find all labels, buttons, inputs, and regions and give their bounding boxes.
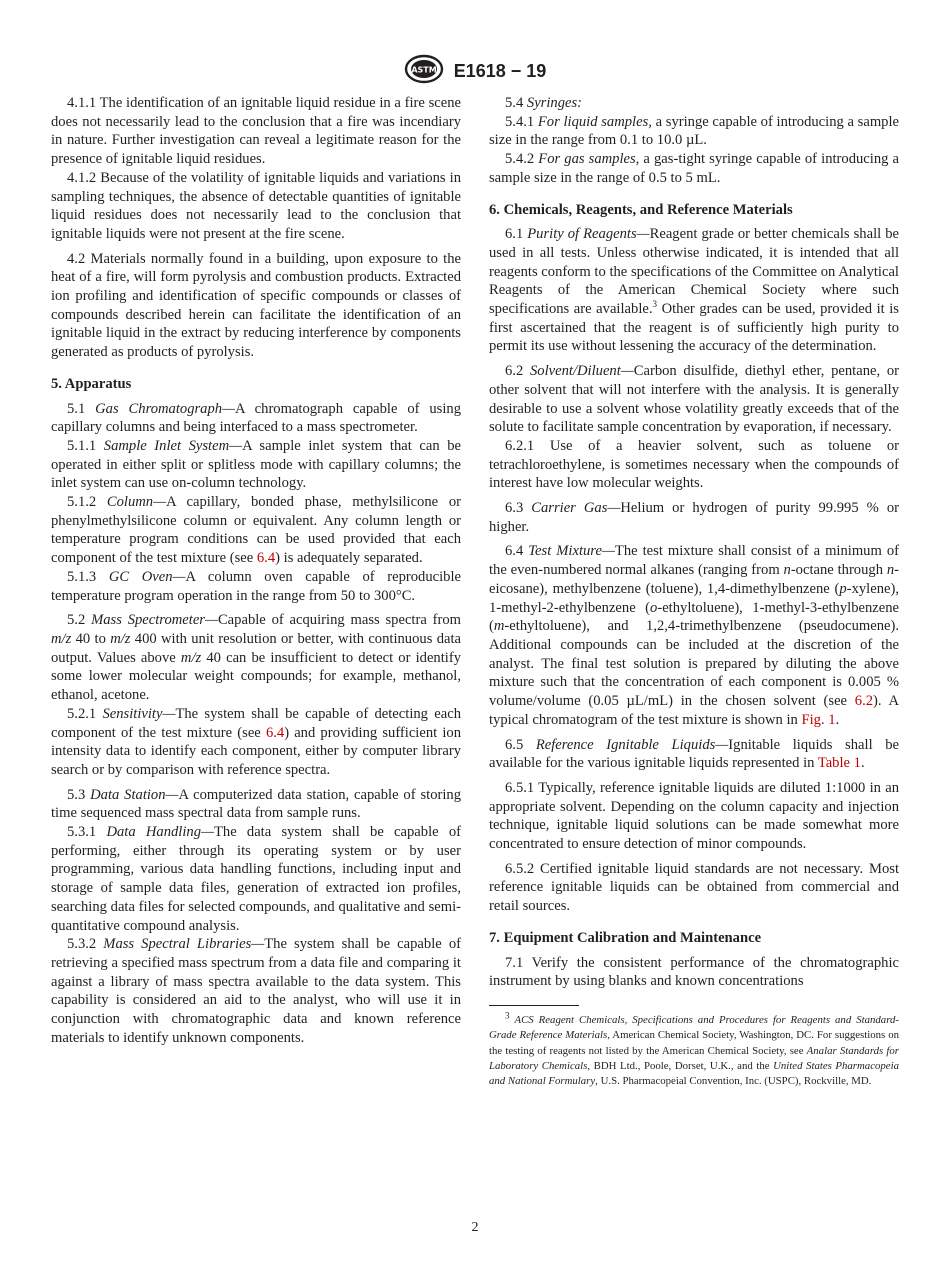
para-5-1-3: 5.1.3 GC Oven—A column oven capable of reproducible temperature program operation in the range from 50 to 300°C. bbox=[51, 568, 461, 604]
para-5-3-2: 5.3.2 Mass Spectral Libraries—The system shall be capable of retrieving a specified mass spectrum from a data file and comparing it against a library of mass spectra available to the data system. This capability is considered an aid to the analyst, who will use it in conjunction with chromatographic data and known reference materials to identify unknown components. bbox=[51, 936, 461, 1046]
para-6-2: 6.2 Solvent/Diluent—Carbon disulfide, diethyl ether, pentane, or other solvent that will not interfere with the analysis. It is generally desirable to use a solvent whose volatility greatly exceeds that of the solute to facilitate sample concentration by evaporation, if necessary. bbox=[489, 363, 899, 436]
section-5-heading: 5. Apparatus bbox=[51, 375, 132, 392]
para-5-3: 5.3 Data Station—A computerized data station, capable of storing time sequenced mass spectral data from sample runs. bbox=[51, 786, 461, 822]
ref-link-6-4[interactable]: 6.4 bbox=[256, 550, 276, 567]
para-4-1-2: 4.1.2 Because of the volatility of ignitable liquids and variations in sampling techniques, the absence of detectable quantities of ignitable liquid residues does not necessarily lead to the conclusion that ignitable liquids were not present at the fire scene. bbox=[51, 169, 461, 242]
para-5-1-2: 5.1.2 Column—A capillary, bonded phase, methylsilicone or phenylmethylsilicone column or equivalent. Any column length or temperature program conditions can be used provided that each component of the test mixture (see 6.4) is adequately separated. bbox=[51, 494, 461, 567]
ref-link-6-2[interactable]: 6.2 bbox=[854, 693, 874, 710]
para-5-4-1: 5.4.1 For liquid samples, a syringe capable of introducing a sample size in the range from 0.1 to 10.0 µL. bbox=[489, 113, 900, 149]
right-column bbox=[489, 94, 899, 1089]
page-number: 2 bbox=[471, 1220, 479, 1235]
footnote-ref-3[interactable]: 3 bbox=[652, 299, 657, 310]
para-4-1-1: 4.1.1 The identification of an ignitable liquid residue in a fire scene does not necessarily lead to the conclusion that a fire was incendiary in nature. Further investigation can reveal a legitimate reason for the presence of ignitable liquid residues. bbox=[51, 95, 461, 168]
ref-link-table-1[interactable]: Table 1 bbox=[817, 755, 861, 772]
astm-logo-icon bbox=[404, 54, 444, 89]
para-5-4-2: 5.4.2 For gas samples, a gas-tight syringe capable of introducing a sample size in the range of 0.5 to 5 mL. bbox=[489, 151, 899, 186]
para-5-1-1: 5.1.1 Sample Inlet System—A sample inlet system that can be operated in either split or splitless mode with capillary columns; the inlet system can use on-column technology. bbox=[51, 437, 461, 492]
para-5-3-1: 5.3.1 Data Handling—The data system shall be capable of performing, either through its operating system or by user programming, various data handling functions, including input and storage of sample data files, generation of extracted ion profiles, searching data files for selected compounds, and qualitative and semi-quantitative compound analysis. bbox=[51, 824, 461, 934]
para-6-5: 6.5 Reference Ignitable Liquids—Ignitable liquids shall be available for the various ignitable liquids represented in Table 1. bbox=[489, 736, 899, 772]
section-7-heading: 7. Equipment Calibration and Maintenance bbox=[489, 929, 762, 946]
left-column bbox=[51, 94, 461, 1047]
document-designation: E1618 − 19 bbox=[453, 61, 547, 81]
para-6-3: 6.3 Carrier Gas—Helium or hydrogen of purity 99.995 % or higher. bbox=[489, 500, 899, 535]
footnote-3: $^3$ ACS Reagent Chemicals, Specifications and Procedures for Reagents and Standard-Grade Reference Materials, American Chemical Society, Washington, DC. For suggestions on the testing of reagents not listed by the American Chemical Society, see Analar Standards for Laboratory Chemicals, BDH Ltd., Poole, Dorset, U.K., and the United States Pharmacopeia and National Formulary, U.S. Pharmacopeial Convention, Inc. (USPC), Rockville, MD. bbox=[489, 1010, 900, 1088]
para-5-4: 5.4 Syringes: bbox=[505, 95, 583, 111]
logo-text: ASTM bbox=[411, 65, 437, 75]
para-5-2-1: 5.2.1 Sensitivity—The system shall be capable of detecting each component of the test mixture (see 6.4) and providing sufficient ion intensity data to identify each component, either by computer library search or by comparison with reference spectra. bbox=[51, 705, 461, 778]
para-4-2: 4.2 Materials normally found in a building, upon exposure to the heat of a fire, will form pyrolysis and combustion products. Extracted ion profiling and identification of specific compounds or classes of compounds described herein can facilitate the identification of an ignitable liquid in the extract by reducing interference by components generated as products of pyrolysis. bbox=[51, 250, 461, 361]
para-6-2-1: 6.2.1 Use of a heavier solvent, such as toluene or tetrachloroethylene, is sometimes necessary when the compounds of interest have low molecular weights. bbox=[489, 437, 899, 492]
para-6-5-2: 6.5.2 Certified ignitable liquid standards are not necessary. Most reference ignitable liquids can be obtained from commercial and retail sources. bbox=[489, 860, 899, 915]
para-6-1: 6.1 Purity of Reagents—Reagent grade or better chemicals shall be used in all tests. Unless otherwise indicated, it is intended that all reagents conform to the specifications of the Committee on Analytical Reagents of the American Chemical Society where such specifications are available.$^3$ Other grades can be used, provided it is first ascertained that the reagent is of sufficiently high purity to permit its use without lessening the accuracy of the determination. bbox=[489, 226, 899, 355]
footnote-divider bbox=[489, 1005, 579, 1006]
ref-link-fig-1[interactable]: Fig. 1 bbox=[801, 711, 836, 728]
para-6-4: 6.4 Test Mixture—The test mixture shall consist of a minimum of the even-numbered normal alkanes (ranging from n-octane through n-eicosane), methylbenzene (toluene), 1,4-dimethylbenzene (p-xylene), 1-methyl-2-ethylbenzene (o-ethyltoluene), 1-methyl-3-ethylbenzene (m-ethyltoluene), and 1,2,4-trimethylbenzene (pseudocumene). Additional compounds can be included at the discretion of the analyst. The final test solution is prepared by diluting the above mixture such that the concentration of each component is 0.005 % volume/volume (0.05 µL/mL) in the chosen solvent (see 6.2). A typical chromatogram of the test mixture is shown in Fig. 1. bbox=[489, 543, 899, 728]
page-header bbox=[0, 54, 950, 89]
para-6-5-1: 6.5.1 Typically, reference ignitable liquids are diluted 1:1000 in an appropriate solvent. Depending on the column capacity and injection technique, ignitable liquid solutions can be made somewhat more concentrated to ensure detection of minor compounds. bbox=[489, 779, 899, 853]
para-5-2: 5.2 Mass Spectrometer—Capable of acquiring mass spectra from m/z 40 to m/z 400 with unit resolution or better, with continuous data output. Values above m/z 40 can be insufficient to detect or identify some lower molecular weight compounds; for example, methanol, ethanol, acetone. bbox=[51, 612, 462, 704]
para-5-1: 5.1 Gas Chromatograph—A chromatograph capable of using capillary columns and being interfaced to a mass spectrometer. bbox=[51, 400, 461, 436]
ref-link-6-4[interactable]: 6.4 bbox=[265, 724, 285, 741]
para-7-1: 7.1 Verify the consistent performance of the chromatographic instrument by using blanks and known concentrations bbox=[489, 954, 899, 990]
section-6-heading: 6. Chemicals, Reagents, and Reference Materials bbox=[489, 201, 793, 218]
